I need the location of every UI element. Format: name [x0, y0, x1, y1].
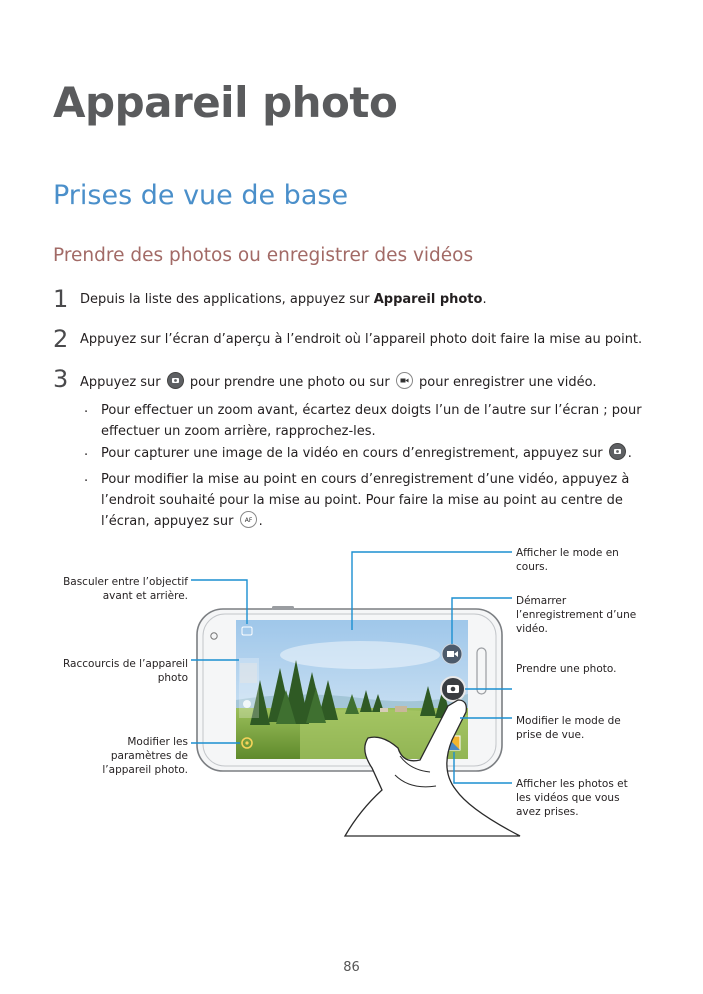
- app-name: Appareil photo: [373, 292, 483, 307]
- shortcut-thumbnail[interactable]: [240, 663, 257, 683]
- callout-gallery: Afficher les photos et les vidéos que vous avez prises.: [516, 778, 628, 818]
- step-1-text: Depuis la liste des applications, appuyez sur Appareil photo.: [80, 292, 487, 307]
- callout-take-photo: Prendre une photo.: [516, 663, 617, 675]
- page-number: 86: [343, 960, 360, 975]
- svg-text:AF: AF: [244, 517, 252, 524]
- callout-mode-current: Afficher le mode en cours.: [516, 547, 619, 573]
- bullet-zoom: Pour effectuer un zoom avant, écartez deux doigts l’un de l’autre sur l’écran ; pour effectuer un zoom arrière, rapprochez-les.: [101, 403, 642, 439]
- step-number: 1: [53, 285, 69, 313]
- bullet-focus: Pour modifier la mise au point en cours d’enregistrement d’une vidéo, appuyez à l’endroit souhaité pour la mise au point. Pour faire la mise au point au centre de l’écran, appuyez sur AF .: [101, 472, 630, 529]
- section-heading: Prises de vue de base: [53, 180, 349, 211]
- step-2-text: Appuyez sur l’écran d’aperçu à l’endroit où l’appareil photo doit faire la mise au point.: [80, 332, 643, 347]
- camera-icon: [609, 443, 626, 460]
- af-icon: [240, 511, 257, 528]
- bullet-capture: Pour capturer une image de la vidéo en cours d’enregistrement, appuyez sur .: [101, 443, 646, 464]
- callout-shooting-mode: Modifier le mode de prise de vue.: [516, 715, 621, 741]
- bullet-marker: ·: [84, 474, 89, 489]
- callout-switch-lens: Basculer entre l’objectif avant et arrière.: [63, 576, 188, 602]
- volume-icon[interactable]: [243, 700, 251, 708]
- step-number: 3: [53, 365, 69, 393]
- step-3-text: Appuyez sur pour prendre une photo ou sur pour enregistrer une vidéo.: [80, 372, 597, 390]
- callout-shortcuts: Raccourcis de l’appareil photo: [62, 658, 188, 684]
- bullet-marker: ·: [84, 405, 89, 420]
- video-icon: [396, 372, 413, 389]
- bullet-marker: ·: [84, 448, 89, 463]
- page-title: Appareil photo: [53, 78, 398, 127]
- callout-start-video: Démarrer l’enregistrement d’une vidéo.: [516, 595, 637, 635]
- callout-settings: Modifier les paramètres de l’appareil photo.: [102, 736, 188, 776]
- subsection-heading: Prendre des photos ou enregistrer des vidéos: [53, 245, 474, 266]
- step-number: 2: [53, 325, 69, 353]
- camera-icon: [167, 372, 184, 389]
